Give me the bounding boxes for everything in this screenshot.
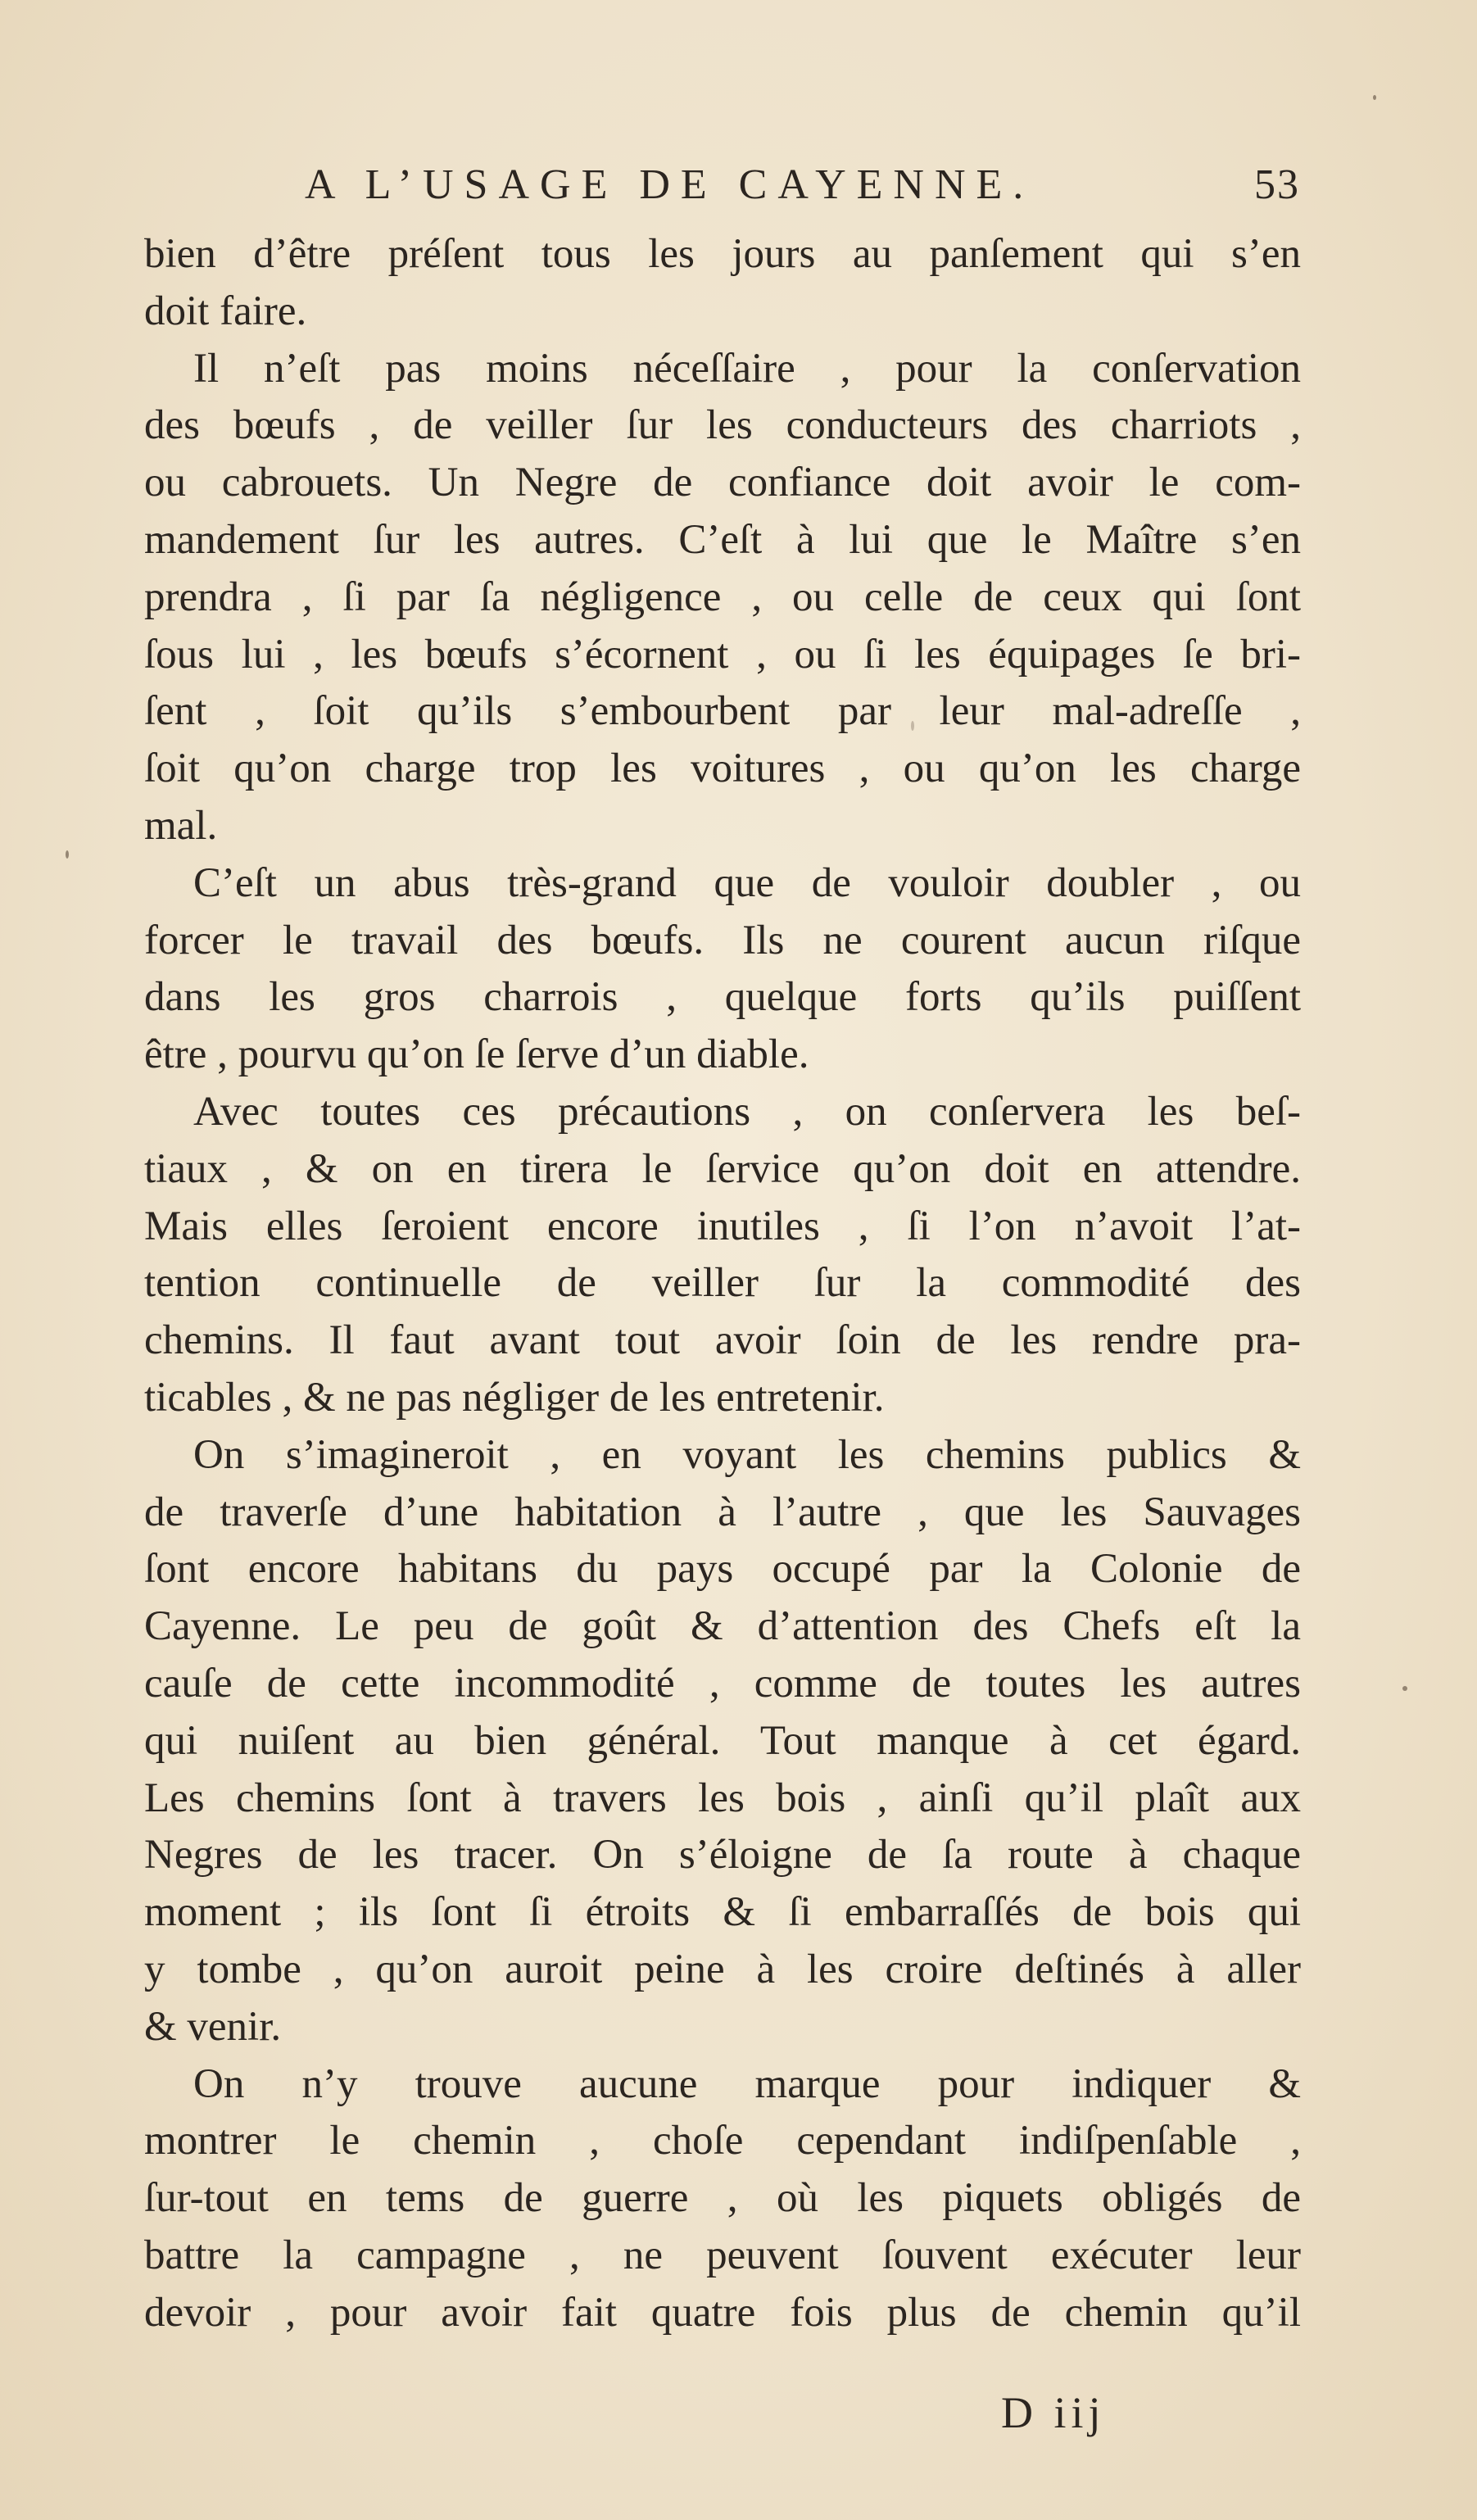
text-line: tiaux , & on en tirera le ſervice qu’on doit en attendre.: [144, 1145, 1301, 1192]
text-line: doit faire.: [144, 288, 307, 334]
running-head: A L’USAGE DE CAYENNE.: [305, 161, 1035, 208]
text-line: qui nuiſent au bien général. Tout manque à cet égard.: [144, 1717, 1301, 1764]
text-line: ſont encore habitans du pays occupé par la Colonie de: [144, 1546, 1301, 1593]
text-line: devoir , pour avoir fait quatre fois plus de chemin qu’il: [144, 2289, 1301, 2336]
text-line: de traverſe d’une habitation à l’autre , que les Sauvages: [144, 1489, 1301, 1535]
text-line: être , pourvu qu’on ſe ſerve d’un diable.: [144, 1031, 809, 1078]
signature-mark: D iij: [1001, 2388, 1106, 2437]
paper-speck: [911, 721, 914, 731]
text-line: On n’y trouve aucune marque pour indiquer &: [193, 2060, 1301, 2107]
text-line: montrer le chemin , choſe cependant indiſpenſable ,: [144, 2118, 1301, 2164]
text-line: ſur-tout en tems de guerre , où les piquets obligés de: [144, 2175, 1301, 2222]
text-line: des bœufs , de veiller ſur les conducteurs des charriots ,: [144, 402, 1301, 449]
text-line: Il n’eſt pas moins néceſſaire , pour la conſervation: [193, 345, 1301, 392]
text-line: Mais elles ſeroient encore inutiles , ſi l’on n’avoit l’at-: [144, 1203, 1301, 1249]
text-line: chemins. Il faut avant tout avoir ſoin de les rendre pra-: [144, 1317, 1301, 1364]
text-line: y tombe , qu’on auroit peine à les croire deſtinés à aller: [144, 1946, 1301, 1992]
text-line: prendra , ſi par ſa négligence , ou celle de ceux qui ſont: [144, 573, 1301, 620]
text-line: bien d’être préſent tous les jours au panſement qui s’en: [144, 231, 1301, 277]
paper-speck: [1373, 95, 1376, 100]
page-header: [305, 161, 1300, 218]
text-line: cauſe de cette incommodité , comme de toutes les autres: [144, 1660, 1301, 1706]
text-line: & venir.: [144, 2003, 282, 2050]
text-line: forcer le travail des bœufs. Ils ne courent aucun riſque: [144, 917, 1301, 963]
paper-speck: [66, 850, 69, 859]
text-line: ſoit qu’on charge trop les voitures , ou qu’on les charge: [144, 746, 1301, 792]
body-text: [144, 226, 1301, 2341]
text-line: ou cabrouets. Un Negre de confiance doit avoir le com-: [144, 460, 1301, 506]
text-line: Negres de les tracer. On s’éloigne de ſa route à chaque: [144, 1832, 1301, 1879]
text-line: On s’imagineroit , en voyant les chemins publics &: [193, 1431, 1301, 1478]
text-line: Avec toutes ces précautions , on conſervera les beſ-: [193, 1088, 1301, 1135]
text-line: mandement ſur les autres. C’eſt à lui que le Maître s’en: [144, 516, 1301, 563]
text-line: C’eſt un abus très-grand que de vouloir doubler , ou: [193, 859, 1301, 906]
text-line: ſous lui , les bœufs s’écornent , ou ſi les équipages ſe bri-: [144, 631, 1301, 678]
paper-speck: [1402, 1686, 1407, 1691]
text-line: ſent , ſoit qu’ils s’embourbent par leur mal-adreſſe ,: [144, 688, 1301, 735]
text-line: dans les gros charrois , quelque forts qu’ils puiſſent: [144, 974, 1301, 1021]
text-line: mal.: [144, 802, 218, 849]
text-line: Les chemins ſont à travers les bois , ainſi qu’il plaît aux: [144, 1774, 1301, 1821]
text-line: moment ; ils ſont ſi étroits & ſi embarraſſés de bois qui: [144, 1889, 1301, 1936]
text-line: Cayenne. Le peu de goût & d’attention des Chefs eſt la: [144, 1603, 1301, 1650]
text-line: battre la campagne , ne peuvent ſouvent exécuter leur: [144, 2232, 1301, 2278]
text-line: ticables , & ne pas négliger de les entretenir.: [144, 1374, 885, 1421]
text-line: tention continuelle de veiller ſur la commodité des: [144, 1260, 1301, 1307]
page-number: 53: [1254, 161, 1300, 208]
